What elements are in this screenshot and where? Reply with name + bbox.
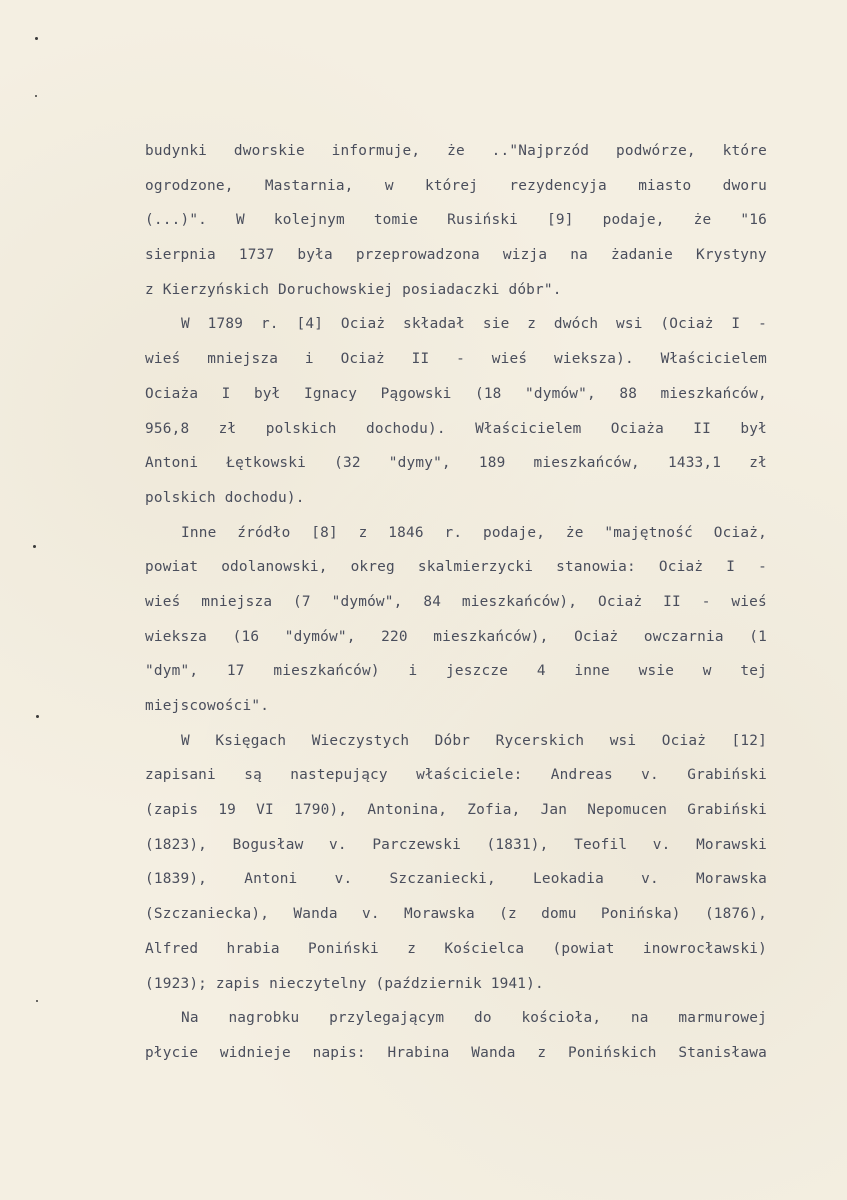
- text-word: dochodu).: [224, 489, 305, 506]
- text-word: Inne: [181, 524, 217, 541]
- text-word: (7: [293, 593, 311, 610]
- text-line: [145, 897, 767, 932]
- text-word: przeprowadzona: [355, 247, 480, 264]
- text-word: v.: [329, 836, 347, 853]
- text-word: rezydencyja: [509, 177, 607, 194]
- text-word: które: [722, 143, 767, 159]
- text-word: dworu: [722, 177, 767, 194]
- text-word: Kierzyńskich: [162, 281, 278, 298]
- text-word: Morawska: [403, 906, 475, 923]
- text-word: II: [411, 351, 430, 368]
- text-word: żadanie: [610, 247, 673, 264]
- text-word: z: [145, 281, 163, 298]
- text-word: mieszkańców): [273, 663, 380, 680]
- text-word: kościoła,: [521, 1010, 602, 1027]
- text-word: "dymów",: [524, 385, 596, 402]
- text-word: Łętkowski: [226, 455, 307, 472]
- text-word: Rycerskich: [495, 732, 585, 749]
- text-word: Antonina,: [367, 802, 448, 819]
- text-word: Ociaża: [610, 420, 664, 437]
- text-word: której: [424, 177, 479, 194]
- text-word: Morawska: [696, 871, 767, 888]
- text-word: 19: [218, 802, 237, 819]
- text-word: wieś: [491, 351, 528, 368]
- text-word: 956,8: [145, 420, 190, 437]
- text-word: odolanowski,: [221, 559, 328, 576]
- text-word: v.: [652, 836, 671, 853]
- text-word: (1831),: [486, 836, 549, 853]
- text-word: Księgach: [215, 732, 287, 749]
- text-word: II: [663, 593, 681, 610]
- text-word: Alfred: [145, 940, 199, 957]
- text-word: budynki: [145, 143, 208, 159]
- text-word: Wieczystych: [311, 732, 410, 749]
- text-word: Pągowski: [380, 385, 452, 402]
- text-word: [4]: [296, 316, 324, 333]
- text-word: podaje,: [602, 212, 665, 229]
- text-word: składał: [402, 316, 466, 333]
- text-word: zł: [218, 420, 237, 437]
- text-word: (1876),: [704, 906, 767, 923]
- text-word: Poniński: [308, 940, 379, 957]
- text-word: że: [693, 212, 712, 229]
- text-word: inowrocławski): [642, 940, 767, 957]
- text-word: I: [731, 316, 741, 333]
- text-word: Na: [181, 1010, 199, 1027]
- text-word: dochodu).: [365, 420, 446, 437]
- text-word: wsi: [609, 732, 637, 749]
- text-word: wieś: [145, 351, 181, 368]
- text-word: .."Najprzód: [491, 143, 590, 159]
- text-line: [145, 377, 767, 412]
- text-word: kolejnym: [273, 212, 345, 229]
- text-word: i: [304, 351, 314, 368]
- text-word: Ociaż: [661, 732, 707, 749]
- text-word: skalmierzycki: [417, 559, 534, 576]
- scan-speck: [33, 545, 36, 548]
- text-word: II: [693, 420, 712, 437]
- text-word: okreg: [350, 559, 395, 576]
- text-word: miasto: [638, 177, 692, 194]
- text-line: [145, 828, 767, 863]
- text-word: v.: [334, 871, 353, 888]
- text-word: 1846: [388, 524, 424, 541]
- text-word: na: [570, 247, 588, 264]
- text-word: Antoni: [145, 455, 199, 472]
- text-line: [145, 793, 767, 828]
- text-word: [12]: [731, 732, 767, 749]
- text-word: "16: [740, 212, 767, 229]
- text-line: [145, 238, 767, 273]
- text-word: wieksza: [145, 628, 208, 645]
- text-word: v.: [641, 871, 659, 888]
- text-word: I: [221, 385, 231, 402]
- text-line: [145, 585, 767, 620]
- scan-speck: [36, 1000, 38, 1002]
- text-word: v.: [641, 767, 659, 784]
- text-word: że: [565, 524, 584, 541]
- text-word: mieszkańców),: [433, 628, 549, 645]
- text-word: (18: [474, 385, 502, 402]
- text-word: była: [297, 247, 333, 264]
- text-word: z: [527, 316, 537, 333]
- text-word: 4: [536, 663, 546, 680]
- text-word: Grabiński: [687, 802, 767, 819]
- text-word: W: [181, 316, 190, 333]
- text-line: [145, 689, 767, 724]
- text-word: sierpnia: [145, 247, 216, 264]
- text-word: (powiat: [552, 940, 615, 957]
- text-word: Wanda: [471, 1044, 516, 1061]
- text-word: r.: [444, 524, 463, 541]
- text-word: (1923);: [145, 975, 216, 992]
- text-word: polskich: [145, 489, 225, 506]
- text-word: był: [740, 420, 767, 437]
- text-line: [145, 724, 767, 759]
- body-text: [145, 134, 767, 1071]
- scan-speck: [35, 95, 37, 97]
- text-word: Parczewski: [372, 836, 461, 853]
- text-word: Ociaż,: [713, 524, 767, 541]
- text-word: "dym",: [145, 663, 199, 680]
- text-word: inne: [574, 663, 610, 680]
- text-word: (1839),: [145, 871, 208, 888]
- text-word: 1433,1: [667, 455, 722, 472]
- text-word: przylegającym: [329, 1010, 445, 1027]
- text-word: -: [701, 593, 711, 610]
- text-word: 1789: [207, 316, 244, 333]
- text-word: sie: [482, 316, 510, 333]
- text-word: w: [702, 663, 712, 680]
- text-word: dwóch: [553, 316, 599, 333]
- text-word: Jan: [540, 802, 568, 819]
- text-word: Ociaż: [574, 628, 619, 645]
- text-word: v.: [361, 906, 380, 923]
- text-word: 84: [423, 593, 442, 610]
- text-word: Właścicielem: [475, 420, 582, 437]
- text-line: [145, 654, 767, 689]
- text-word: wsi: [616, 316, 643, 333]
- text-word: (Ociaż: [660, 316, 714, 333]
- text-word: (z: [499, 906, 517, 923]
- text-word: Grabiński: [687, 767, 767, 784]
- text-word: Nepomucen: [587, 802, 668, 819]
- text-word: zapis: [215, 975, 270, 992]
- scan-speck: [35, 37, 38, 40]
- text-word: dworskie: [233, 143, 305, 159]
- text-line: [145, 862, 767, 897]
- text-word: wieś: [145, 593, 181, 610]
- text-word: widnieje: [219, 1044, 291, 1061]
- text-word: był: [253, 385, 281, 402]
- text-word: z: [358, 524, 368, 541]
- text-word: Rusiński: [447, 212, 519, 229]
- text-word: powiat: [145, 559, 199, 576]
- text-word: 88: [619, 385, 638, 402]
- text-line: [145, 932, 767, 967]
- text-word: Teofil: [574, 836, 628, 853]
- text-word: Szczaniecki,: [389, 871, 496, 888]
- text-word: Hrabina: [387, 1044, 450, 1061]
- text-word: jeszcze: [446, 663, 509, 680]
- text-line: [145, 273, 767, 308]
- scan-speck: [36, 715, 39, 718]
- text-word: -: [456, 351, 466, 368]
- text-word: Zofia,: [467, 802, 521, 819]
- text-word: nieczytelny: [269, 975, 376, 992]
- text-line: [145, 307, 767, 342]
- text-word: Ponińska): [600, 906, 681, 923]
- text-word: domu: [541, 906, 577, 923]
- text-line: [145, 446, 767, 481]
- text-word: i: [408, 663, 418, 680]
- text-word: Andreas: [550, 767, 613, 784]
- text-word: (Szczaniecka),: [145, 906, 270, 923]
- text-word: r.: [260, 316, 279, 333]
- text-word: W: [236, 212, 245, 229]
- text-word: wsie: [638, 663, 675, 680]
- text-word: "dymy",: [388, 455, 451, 472]
- text-word: 1790),: [294, 802, 348, 819]
- text-word: mniejsza: [201, 593, 273, 610]
- text-word: zapisani: [145, 767, 216, 784]
- text-word: (32: [334, 455, 361, 472]
- text-line: [145, 169, 767, 204]
- text-word: Wanda: [293, 906, 338, 923]
- text-line: [145, 550, 767, 585]
- text-word: wieś: [731, 593, 767, 610]
- text-word: (1823),: [145, 836, 208, 853]
- text-word: podwórze,: [616, 143, 696, 159]
- text-word: Stanisława: [678, 1044, 767, 1061]
- text-line: [145, 620, 767, 655]
- text-word: Ociaż: [658, 559, 704, 576]
- text-word: dóbr".: [508, 281, 562, 298]
- text-word: mieszkańców),: [461, 593, 578, 610]
- text-line: [145, 412, 767, 447]
- text-word: do: [474, 1010, 492, 1027]
- text-word: Mastarnia,: [264, 177, 354, 194]
- text-word: polskich: [265, 420, 337, 437]
- text-word: (...)".: [145, 212, 208, 229]
- text-word: (1: [749, 628, 767, 645]
- text-line: [145, 516, 767, 551]
- text-word: Ociaż: [340, 316, 386, 333]
- text-word: Dóbr: [434, 732, 471, 749]
- text-word: [8]: [311, 524, 338, 541]
- text-word: [9]: [547, 212, 574, 229]
- text-word: VI: [256, 802, 274, 819]
- text-word: Krystyny: [695, 247, 767, 264]
- text-word: z: [537, 1044, 547, 1061]
- text-word: -: [758, 559, 767, 576]
- text-word: Kościelca: [444, 940, 525, 957]
- text-word: Właścicielem: [660, 351, 767, 368]
- text-word: źródło: [237, 524, 291, 541]
- text-word: 1941).: [490, 975, 544, 992]
- text-word: Ociaża: [145, 385, 199, 402]
- text-word: stanowia:: [556, 559, 636, 576]
- text-word: "dymów",: [284, 628, 356, 645]
- text-word: tej: [740, 663, 767, 680]
- text-word: zł: [749, 455, 767, 472]
- text-line: [145, 1036, 767, 1071]
- text-line: [145, 1001, 767, 1036]
- text-word: podaje,: [483, 524, 546, 541]
- text-word: Ponińskich: [567, 1044, 657, 1061]
- text-word: (16: [232, 628, 260, 645]
- text-line: [145, 481, 767, 516]
- text-word: posiadaczki: [402, 281, 509, 298]
- text-word: wieksza).: [554, 351, 634, 368]
- text-word: -: [758, 316, 767, 333]
- text-word: mieszkańców,: [533, 455, 640, 472]
- text-word: W: [181, 732, 190, 749]
- text-word: tomie: [373, 212, 419, 229]
- text-word: Leokadia: [533, 871, 604, 888]
- text-word: z: [407, 940, 417, 957]
- text-word: ogrodzone,: [145, 177, 234, 194]
- text-word: właściciele:: [416, 767, 523, 784]
- text-word: 17: [226, 663, 245, 680]
- text-word: nagrobku: [228, 1010, 300, 1027]
- text-word: "majętność: [604, 524, 694, 541]
- text-word: że: [447, 143, 465, 159]
- text-word: wizja: [502, 247, 548, 264]
- text-word: Antoni: [244, 871, 298, 888]
- text-word: (zapis: [145, 802, 199, 819]
- text-word: Ignacy: [303, 385, 358, 402]
- text-word: w: [384, 177, 394, 194]
- text-word: "dymów",: [331, 593, 403, 610]
- text-word: hrabia: [226, 940, 280, 957]
- text-word: Doruchowskiej: [277, 281, 403, 298]
- text-word: 220: [381, 628, 408, 645]
- text-line: [145, 967, 767, 1002]
- text-word: informuje,: [331, 143, 421, 159]
- text-word: Morawski: [696, 836, 767, 853]
- text-word: Ociaż: [597, 593, 643, 610]
- text-word: (październik: [375, 975, 491, 992]
- text-word: marmurowej: [678, 1010, 767, 1027]
- text-word: płycie: [145, 1044, 199, 1061]
- text-line: [145, 203, 767, 238]
- text-word: są: [244, 767, 262, 784]
- text-word: 1737: [238, 247, 275, 264]
- text-word: Bogusław: [232, 836, 304, 853]
- text-word: nastepujący: [290, 767, 388, 784]
- text-line: [145, 134, 767, 169]
- text-word: miejscowości".: [145, 698, 270, 714]
- text-word: I: [726, 559, 736, 576]
- text-word: owczarnia: [643, 628, 724, 645]
- text-line: [145, 758, 767, 793]
- text-word: napis:: [312, 1044, 366, 1061]
- text-word: 189: [478, 455, 506, 472]
- text-word: mieszkańców,: [660, 385, 767, 402]
- text-word: Ociaż: [340, 351, 385, 368]
- text-word: mniejsza: [207, 351, 279, 368]
- text-word: na: [630, 1010, 649, 1027]
- text-line: [145, 342, 767, 377]
